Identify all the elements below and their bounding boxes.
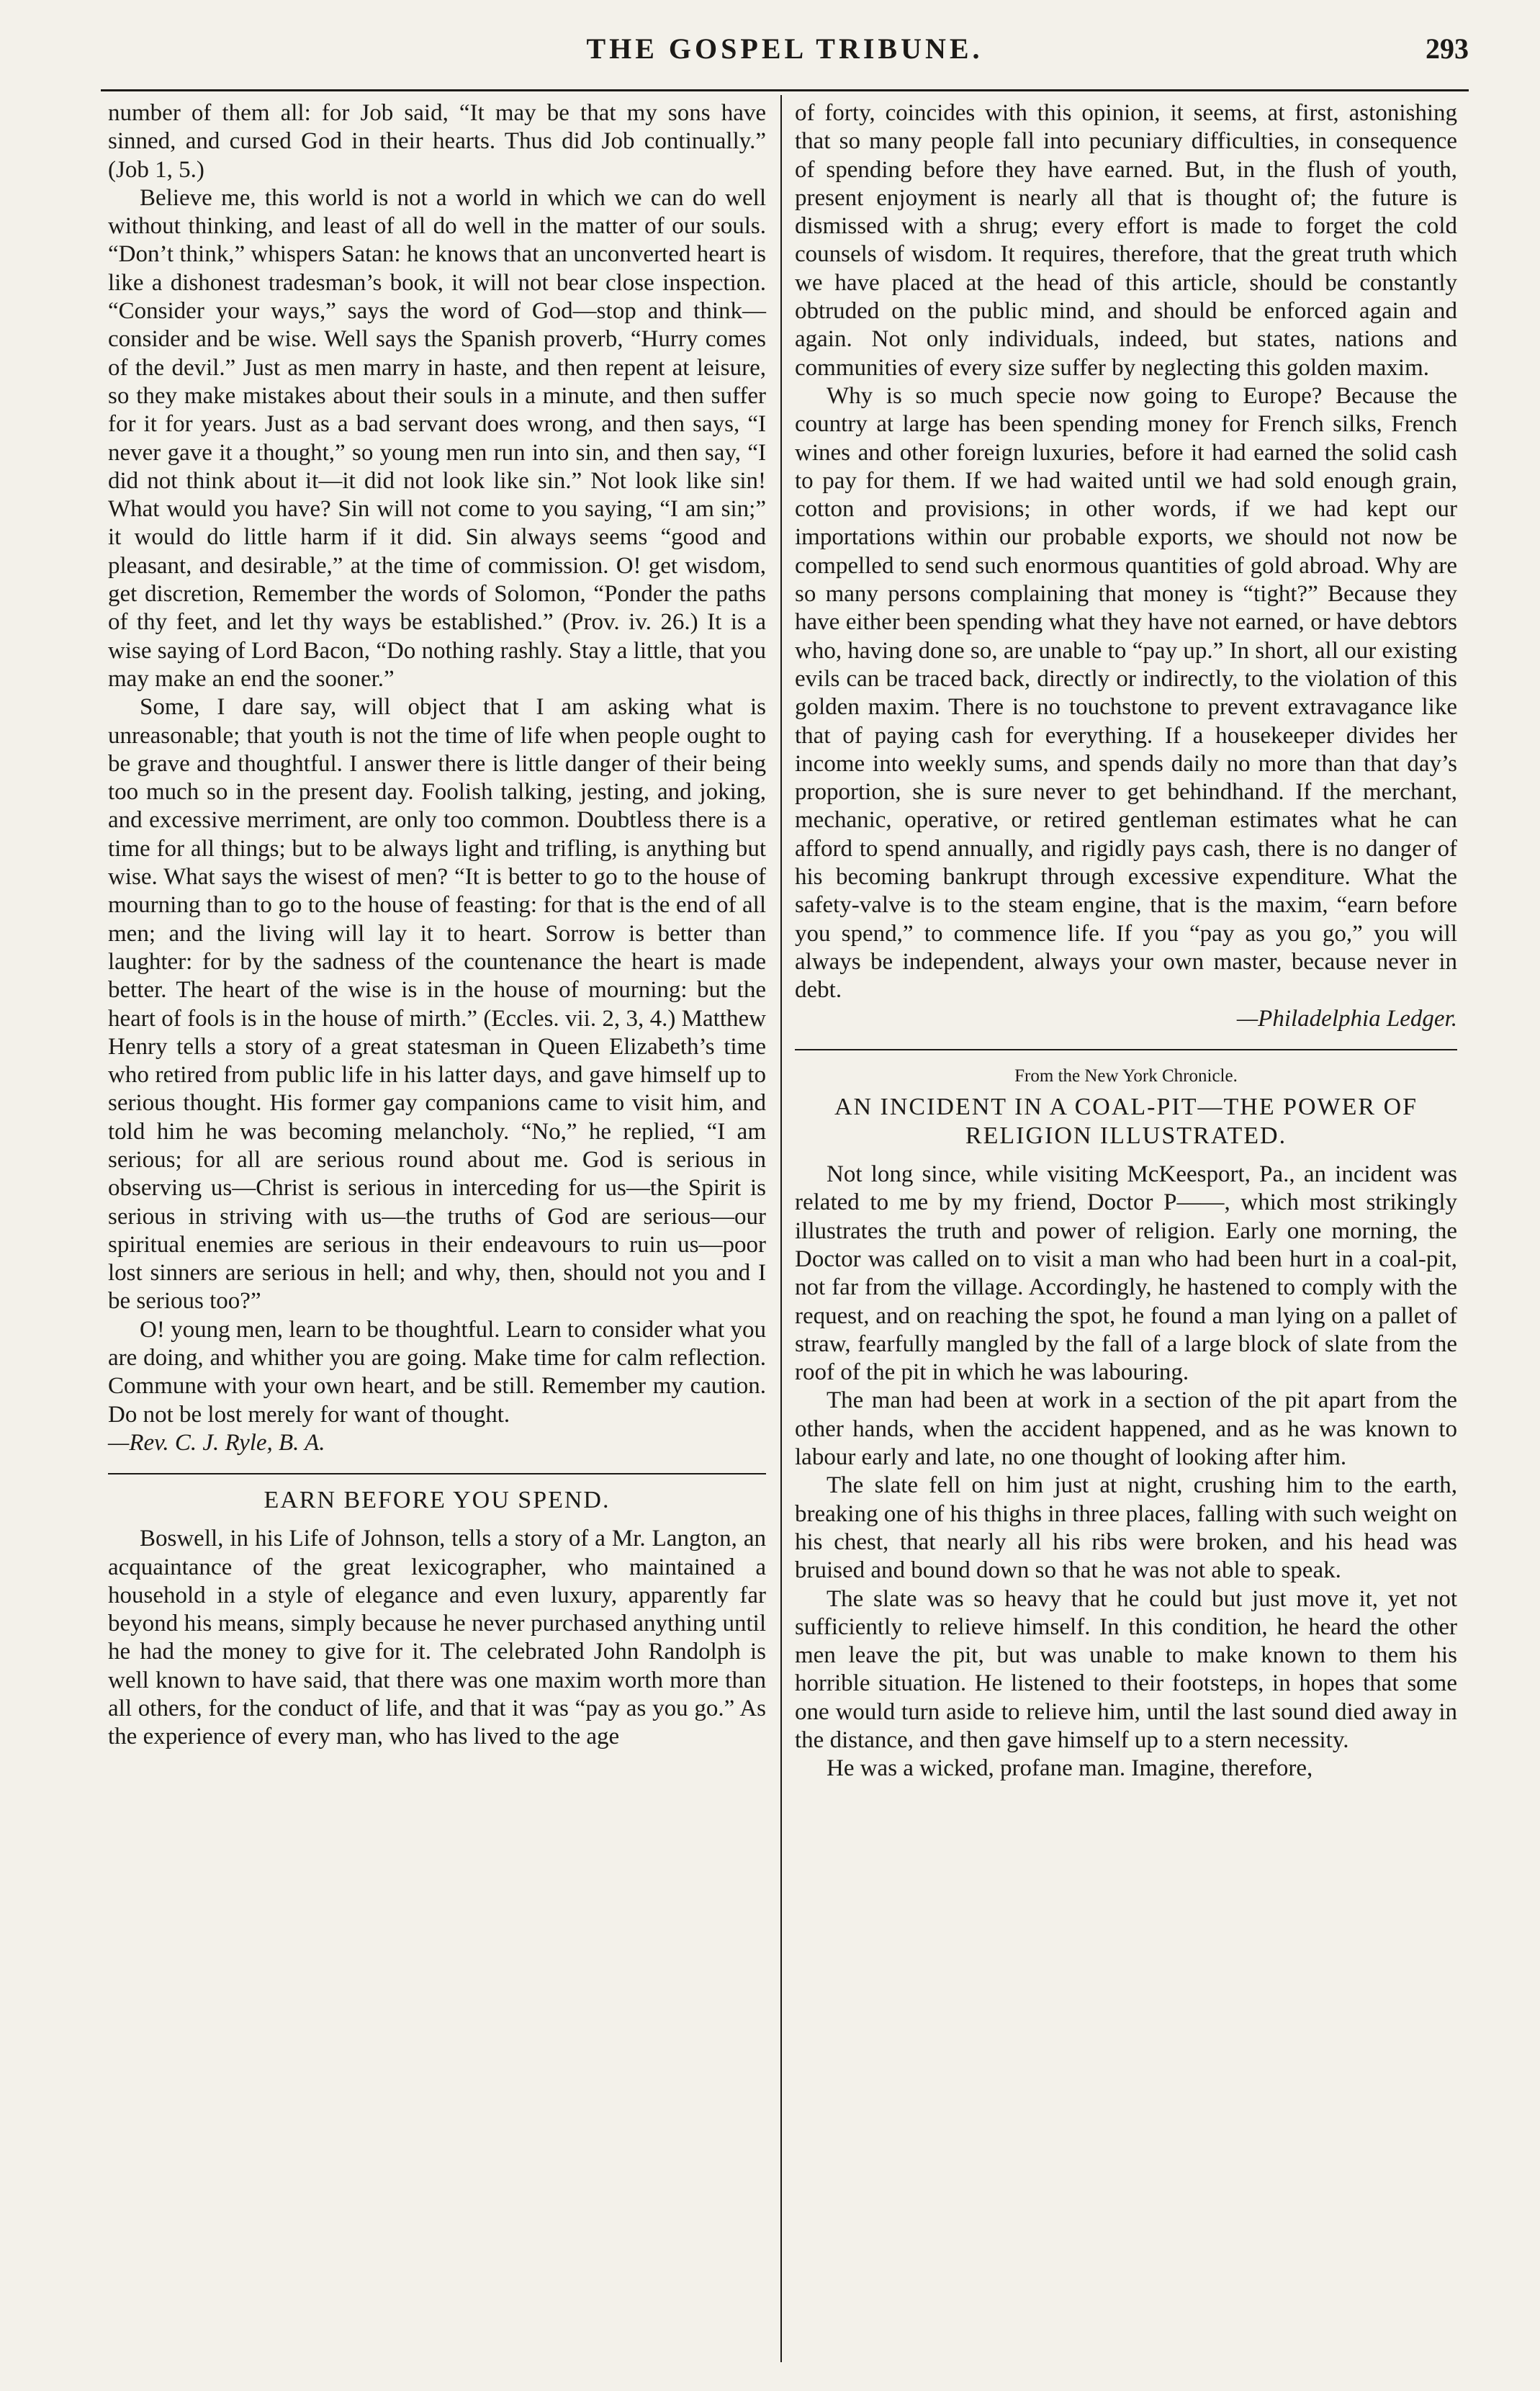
running-title: THE GOSPEL TRIBUNE.: [586, 32, 983, 65]
source-line: From the New York Chronicle.: [1014, 1066, 1238, 1086]
left-column: [108, 99, 766, 1752]
section-rule: [795, 1049, 1457, 1050]
page-header: [101, 22, 1469, 79]
section-title: EARN BEFORE YOU SPEND.: [264, 1487, 611, 1514]
article-paragraph: He was a wicked, profane man. Imagine, therefore,: [827, 1755, 1313, 1782]
page-number: 293: [1426, 32, 1469, 65]
article-signature: —Philadelphia Ledger.: [1236, 1005, 1457, 1032]
article-paragraph: Why is so much specie now going to Europe? Because the country at large has been spending money for French silks, French wines and other foreign luxuries, before it had earned the solid cash to pay for them. If we had waited until we had sold enough grain, cotton and provisions; in other words, if we had kept our importations within our probable exports, we should not now be compelled to send such enormous quantities of gold abroad. Why are so many persons complaining that money is “tight?” Because they have either been spending what they have not earned, or have debtors who, having done so, are unable to “pay up.” In short, all our existing evils can be traced back, directly or indirectly, to the violation of this golden maxim. There is no touchstone to prevent extravagance like that of paying cash for everything. If a housekeeper divides her income into weekly sums, and spends daily no more than that day’s proportion, she is sure never to get behindhand. If the merchant, mechanic, operative, or retired gentleman estimates what he can afford to spend annually, and rigidly pays cash, there is no danger of his becoming bankrupt through excessive expenditure. What the safety-valve is to the steam engine, that is the maxim, “earn before you spend,” to commence life. If you “pay as you go,” you will always be independent, always your own master, because never in debt.: [795, 382, 1457, 1004]
section-rule: [108, 1473, 766, 1474]
article-paragraph: of forty, coincides with this opinion, it seems, at first, astonishing that so many people fall into pecuniary difficulties, in consequence of spending before they have earned. But, in the flush of youth, present enjoyment is nearly all that is thought of; the future is dismissed with a shrug; every effort is made to forget the cold counsels of wisdom. It requires, therefore, that the great truth which we have placed at the head of this article, should be constantly obtruded on the public mind, and should be enforced again and again. Not only individuals, indeed, but states, nations and communities of every size suffer by neglecting this golden maxim.: [795, 100, 1457, 381]
article-paragraph: O! young men, learn to be thoughtful. Learn to consider what you are doing, and whither you are going. Make time for calm reflection. Commune with your own heart, and be still. Remember my caution. Do not be lost merely for want of thought.: [108, 1316, 766, 1428]
article-paragraph: The slate fell on him just at night, crushing him to the earth, breaking one of his thighs in three places, falling with such weight on his chest, that nearly all his ribs were broken, and his head was bruised and bound down so that he was not able to speak.: [795, 1472, 1457, 1584]
header-rule: [101, 89, 1469, 91]
column-divider: [780, 95, 782, 2362]
section-title: AN INCIDENT IN A COAL-PIT—THE POWER OF RELIGION ILLUSTRATED.: [834, 1094, 1418, 1150]
article-paragraph: Boswell, in his Life of Johnson, tells a story of a Mr. Langton, an acquaintance of the great lexicographer, who maintained a household in a style of elegance and even luxury, apparently far beyond his means, simply because he never purchased anything until he had the money to give for it. The celebrated John Randolph is well known to have said, that there was one maxim worth more than all others, for the conduct of life, and that it was “pay as you go.” As the experience of every man, who has lived to the age: [108, 1526, 766, 1750]
article-paragraph: Believe me, this world is not a world in which we can do well without thinking, and least of all do well in the matter of our souls. “Don’t think,” whispers Satan: he knows that an unconverted heart is like a dishonest tradesman’s book, it will not bear close inspection. “Consider your ways,” says the word of God—stop and think—consider and be wise. Well says the Spanish proverb, “Hurry comes of the devil.” Just as men marry in haste, and then repent at leisure, so they make mistakes about their souls in a minute, and then suffer for it for years. Just as a bad servant does wrong, and then says, “I never gave it a thought,” so young men run into sin, and then say, “I did not think about it—it did not look like sin.” Not look like sin! What would you have? Sin will not come to you saying, “I am sin;” it would do little harm if it did. Sin always seems “good and pleasant, and desirable,” at the time of commission. O! get wisdom, get discretion, Remember the words of Solomon, “Ponder the paths of thy feet, and let thy ways be established.” (Prov. iv. 26.) It is a wise saying of Lord Bacon, “Do nothing rashly. Stay a little, that you may make an end the sooner.”: [108, 184, 766, 692]
article-paragraph: The man had been at work in a section of the pit apart from the other hands, when the accident happened, and as he was known to labour early and late, no one thought of looking after him.: [795, 1387, 1457, 1471]
article-paragraph: number of them all: for Job said, “It may be that my sons have sinned, and cursed God in their hearts. Thus did Job continually.” (Job 1, 5.): [108, 100, 766, 183]
article-signature: —Rev. C. J. Ryle, B. A.: [108, 1429, 325, 1456]
article-paragraph: The slate was so heavy that he could but just move it, yet not sufficiently to relieve himself. In this condition, he heard the other men leave the pit, but was unable to make known to them his horrible situation. He listened to their footsteps, in hopes that some one would turn aside to relieve him, until the last sound died away in the distance, and then gave himself up to a stern necessity.: [795, 1585, 1457, 1754]
article-paragraph: Not long since, while visiting McKeesport, Pa., an incident was related to me by my friend, Doctor P——, which most strikingly illustrates the truth and power of religion. Early one morning, the Doctor was called on to visit a man who had been hurt in a coal-pit, not far from the village. Accordingly, he hastened to comply with the request, and on reaching the spot, he found a man lying on a pallet of straw, fearfully mangled by the fall of a large block of slate from the roof of the pit in which he was labouring.: [795, 1161, 1457, 1386]
right-column: [795, 99, 1457, 1783]
article-paragraph: Some, I dare say, will object that I am asking what is unreasonable; that youth is not the time of life when people ought to be grave and thoughtful. I answer there is little danger of their being too much so in the present day. Foolish talking, jesting, and joking, and excessive merriment, are only too common. Doubtless there is a time for all things; but to be always light and trifling, is anything but wise. What says the wisest of men? “It is better to go to the house of mourning than to go to the house of feasting: for that is the end of all men; and the living will lay it to heart. Sorrow is better than laughter: for by the sadness of the countenance the heart is made better. The heart of the wise is in the house of mourning: but the heart of fools is in the house of mirth.” (Eccles. vii. 2, 3, 4.) Matthew Henry tells a story of a great statesman in Queen Elizabeth’s time who retired from public life in his latter days, and gave himself up to serious thought. His former gay companions came to visit him, and told him he was becoming melancholy. “No,” he replied, “I am serious; for all are serious round about me. God is serious in observing us—Christ is serious in interceding for us—the Spirit is serious in striving with us—the truths of God are serious—our spiritual enemies are serious in their endeavours to ruin us—poor lost sinners are serious in hell; and why, then, should not you and I be serious too?”: [108, 694, 766, 1315]
